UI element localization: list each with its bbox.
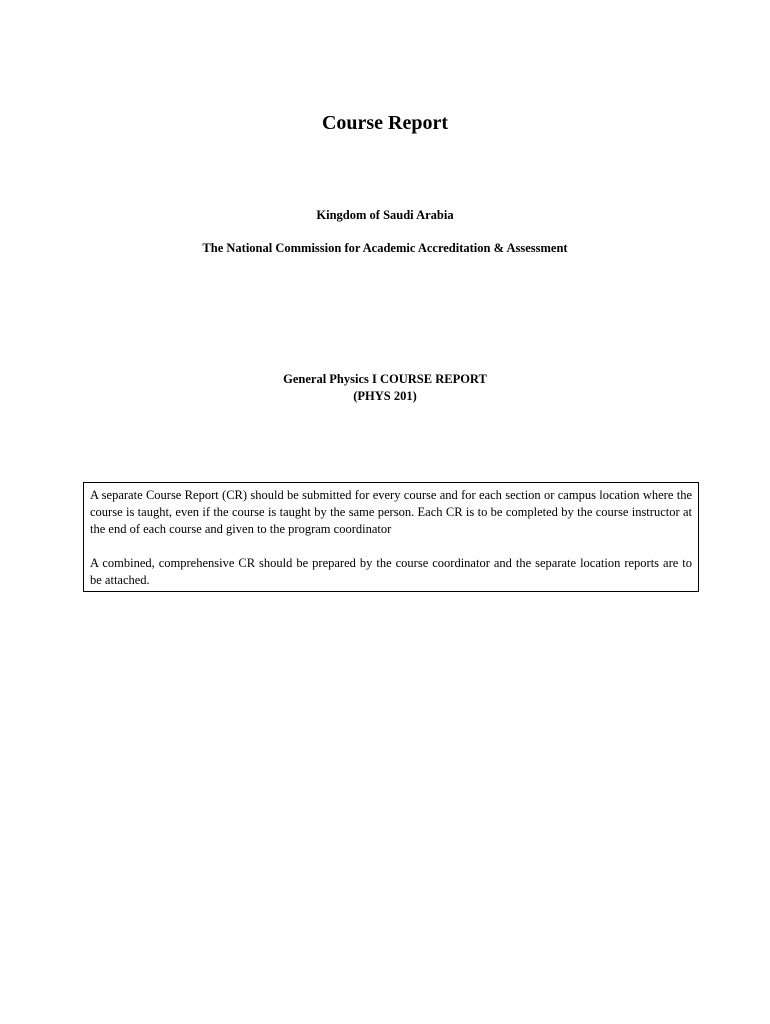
instructions-box <box>83 482 699 592</box>
course-code-heading: (PHYS 201) <box>353 389 417 403</box>
document-title: Course Report <box>321 112 449 134</box>
instructions-paragraph-1: A separate Course Report (CR) should be submitted for every course and for each section or campus location where the course is taught, even if the course is taught by the same person. Each CR is to be completed by the course instructor at the end of each course and given to the program coordinator <box>90 488 692 536</box>
commission-heading: The National Commission for Academic Accreditation & Assessment <box>202 241 568 255</box>
course-name-heading: General Physics I COURSE REPORT <box>283 372 487 386</box>
instructions-paragraph-2: A combined, comprehensive CR should be prepared by the course coordinator and the separate location reports are to be attached. <box>90 556 692 587</box>
country-heading: Kingdom of Saudi Arabia <box>316 208 454 222</box>
